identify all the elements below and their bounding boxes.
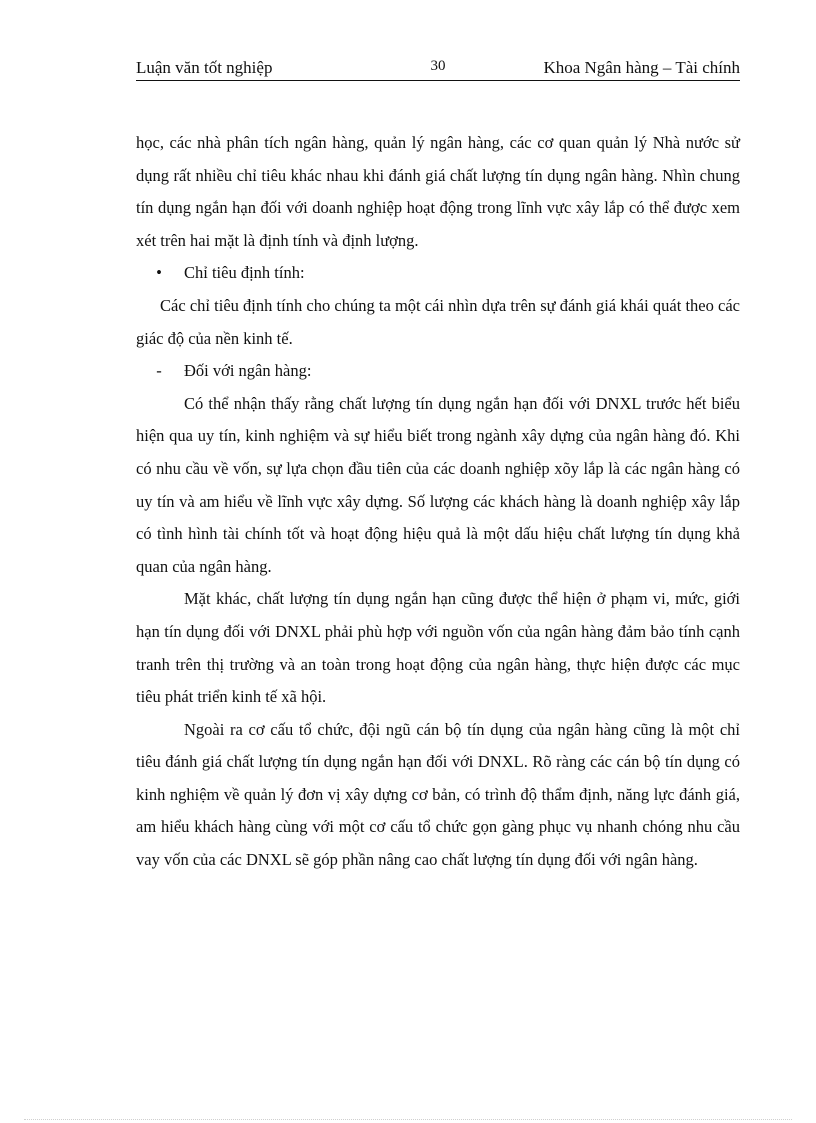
page-header bbox=[136, 58, 740, 81]
paragraph-1: học, các nhà phân tích ngân hàng, quản lý ngân hàng, các cơ quan quản lý Nhà nước sử dụng rất nhiều chỉ tiêu khác nhau khi đánh giá chất lượng tín dụng ngân hàng. Nhìn chung tín dụng ngắn hạn đối với doanh nghiệp hoạt động trong lĩnh vực xây lắp có thể được xem xét trên hai mặt là định tính và định lượng. bbox=[136, 133, 740, 250]
paragraph-4: Mặt khác, chất lượng tín dụng ngắn hạn cũng được thể hiện ở phạm vi, mức, giới hạn tín dụng đối với DNXL phải phù hợp với nguồn vốn của ngân hàng đảm bảo tính cạnh tranh trên thị trường và an toàn trong hoạt động của ngân hàng, thực hiện được các mục tiêu phát triển kinh tế xã hội. bbox=[136, 589, 740, 707]
dash-item-bank bbox=[136, 355, 740, 388]
bullet-item-label: Chỉ tiêu định tính: bbox=[184, 263, 305, 283]
page-bottom-divider bbox=[24, 1119, 792, 1120]
dash-item-label: Đối với ngân hàng: bbox=[184, 361, 312, 381]
bullet-icon: • bbox=[156, 263, 162, 283]
bullet-item-qualitative bbox=[136, 257, 740, 290]
paragraph-3: Có thể nhận thấy rằng chất lượng tín dụng ngắn hạn đối với DNXL trước hết biểu hiện qua uy tín, kinh nghiệm và sự hiểu biết trong ngành xây dựng của ngân hàng đó. Khi có nhu cầu về vốn, sự lựa chọn đầu tiên của các doanh nghiệp xõy lắp là các ngân hàng có uy tín và am hiểu về lĩnh vực xây dựng. Số lượng các khách hàng là doanh nghiệp xây lắp có tình hình tài chính tốt và hoạt động hiệu quả là một dấu hiệu chất lượng tín dụng khả quan của ngân hàng. bbox=[136, 393, 740, 576]
page-number: 30 bbox=[430, 58, 446, 74]
page-body bbox=[136, 127, 740, 877]
paragraph-2: Các chỉ tiêu định tính cho chúng ta một cái nhìn dựa trên sự đánh giá khái quát theo các giác độ của nền kinh tế. bbox=[136, 295, 740, 348]
dash-icon: - bbox=[156, 361, 162, 381]
paragraph-5: Ngoài ra cơ cấu tổ chức, đội ngũ cán bộ tín dụng của ngân hàng cũng là một chỉ tiêu đánh giá chất lượng tín dụng ngắn hạn đối với DNXL. Rõ ràng các cán bộ tín dụng có kinh nghiệm về quản lý đơn vị xây dựng cơ bản, có trình độ thẩm định, năng lực đánh giá, am hiểu khách hàng cùng với một cơ cấu tổ chức gọn gàng phục vụ nhanh chóng nhu cầu vay vốn của các DNXL sẽ góp phần nâng cao chất lượng tín dụng đối với ngân hàng. bbox=[136, 719, 740, 870]
header-thesis-title: Luận văn tốt nghiệp bbox=[136, 58, 273, 77]
header-faculty: Khoa Ngân hàng – Tài chính bbox=[543, 58, 740, 77]
